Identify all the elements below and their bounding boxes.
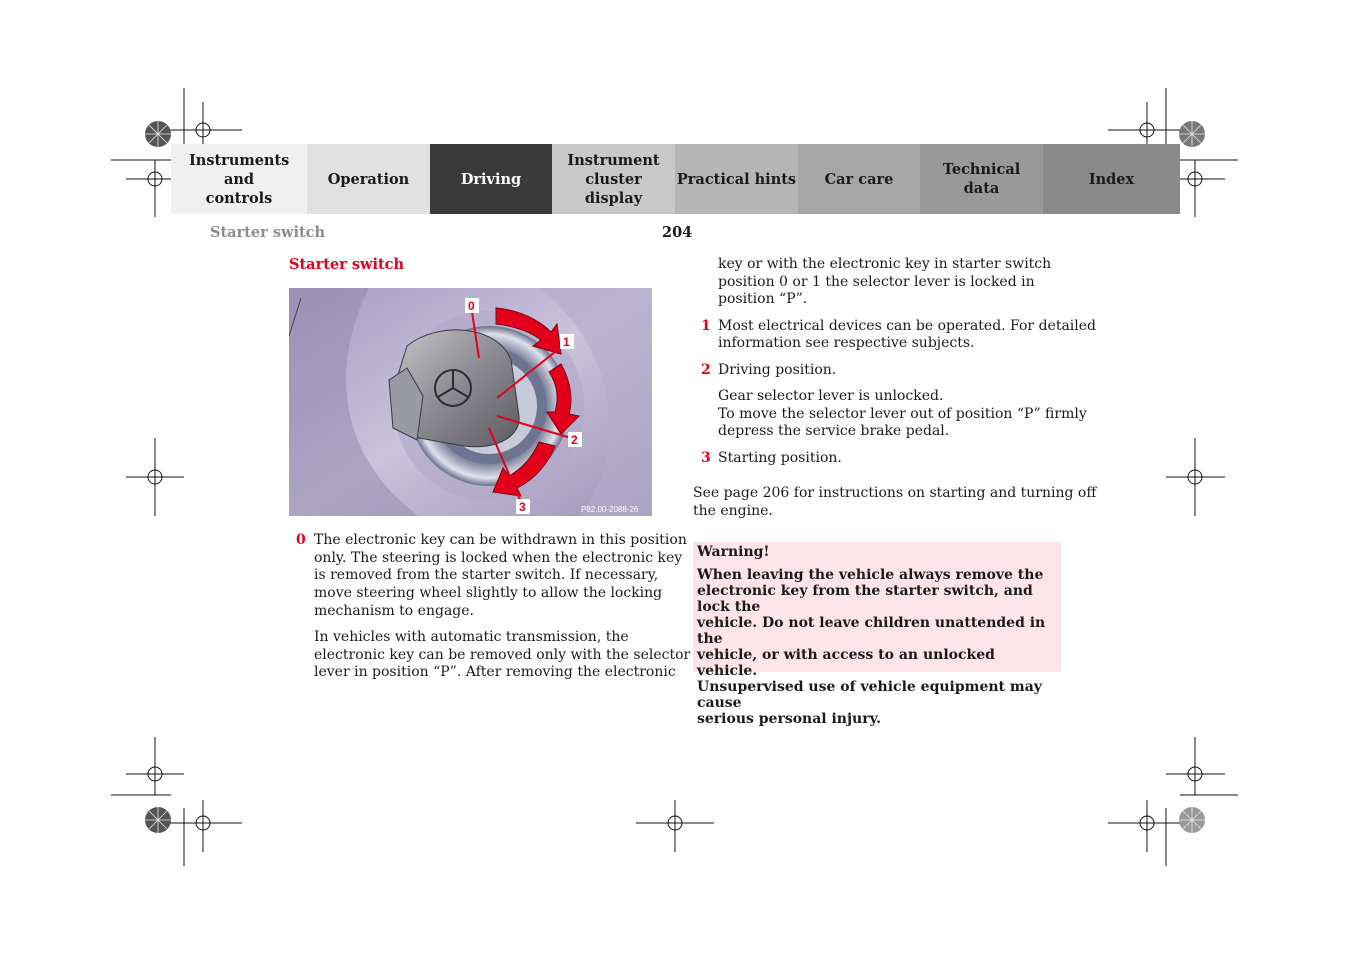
item-0-line: The electronic key can be withdrawn in this position (314, 532, 687, 548)
item-1-line: information see respective subjects. (718, 335, 975, 351)
tab-label: Technical data (942, 161, 1021, 197)
paragraph-line: key or with the electronic key in starter switch (718, 256, 1052, 272)
tab-operation[interactable] (307, 144, 430, 214)
item-number-0: 0 (296, 532, 306, 548)
item-2-line: Gear selector lever is unlocked. (718, 388, 944, 404)
item-0-line: is removed from the starter switch. If necessary, (314, 567, 659, 583)
figure-code: P82.00-2088-26 (581, 505, 639, 514)
tab-label: Index (1088, 170, 1135, 188)
tab-instruments-and-controls[interactable] (171, 144, 307, 214)
tab-technical-data[interactable] (920, 144, 1043, 214)
see-page-reference: See page 206 for instructions on starting and turning off (693, 485, 1097, 501)
paragraph-line: In vehicles with automatic transmission, the (314, 629, 629, 645)
starter-switch-illustration (289, 288, 652, 516)
warning-line: vehicle. Do not leave children unattended in the (697, 615, 1046, 647)
tab-driving[interactable] (430, 144, 552, 214)
warning-line: vehicle, or with access to an unlocked vehicle. (697, 647, 995, 679)
item-1-line: Most electrical devices can be operated. For detailed (718, 318, 1096, 334)
warning-box (693, 542, 1061, 727)
paragraph-line: lever in position “P”. After removing the electronic (314, 664, 676, 680)
warning-line: Unsupervised use of vehicle equipment may cause (697, 679, 1042, 711)
tab-label: Car care (824, 170, 894, 188)
item-0-line: move steering wheel slightly to allow the locking (314, 585, 663, 601)
warning-line: electronic key from the starter switch, and lock the (697, 583, 1033, 615)
tab-car-care[interactable] (798, 144, 920, 214)
item-number-1: 1 (701, 318, 711, 334)
item-number-2: 2 (701, 362, 711, 378)
item-0-line: mechanism to engage. (314, 603, 474, 619)
item-number-3: 3 (701, 450, 711, 466)
tab-label: Instruments and controls (189, 151, 290, 207)
paragraph-line: position 0 or 1 the selector lever is locked in (718, 274, 1035, 290)
running-head: Starter switch (210, 224, 326, 241)
paragraph-line: electronic key can be removed only with the selector (314, 647, 691, 663)
see-page-reference: the engine. (693, 503, 773, 519)
warning-line: serious personal injury. (697, 711, 882, 727)
tab-label: Practical hints (676, 170, 797, 188)
callout-2: 2 (571, 433, 578, 447)
warning-line: When leaving the vehicle always remove the (697, 567, 1044, 583)
tab-label: Instrument cluster display (567, 151, 660, 207)
item-3-line: Starting position. (718, 450, 842, 466)
paragraph-line: position “P”. (718, 291, 808, 307)
tab-practical-hints[interactable] (675, 144, 798, 214)
item-0-line: only. The steering is locked when the electronic key (314, 550, 683, 566)
callout-1: 1 (563, 335, 570, 349)
item-2-line: depress the service brake pedal. (718, 423, 950, 439)
callout-0: 0 (468, 299, 475, 313)
page-number: 204 (662, 224, 693, 241)
section-title: Starter switch (289, 256, 405, 273)
warning-title: Warning! (697, 544, 770, 560)
tab-label: Driving (460, 170, 522, 188)
tab-index[interactable] (1043, 144, 1180, 214)
chapter-tabs (171, 144, 1180, 214)
tab-instrument-cluster-display[interactable] (552, 144, 675, 214)
item-2-line: Driving position. (718, 362, 837, 378)
tab-label: Operation (327, 170, 410, 188)
item-2-line: To move the selector lever out of position “P” firmly (718, 406, 1087, 422)
callout-3: 3 (519, 500, 526, 514)
